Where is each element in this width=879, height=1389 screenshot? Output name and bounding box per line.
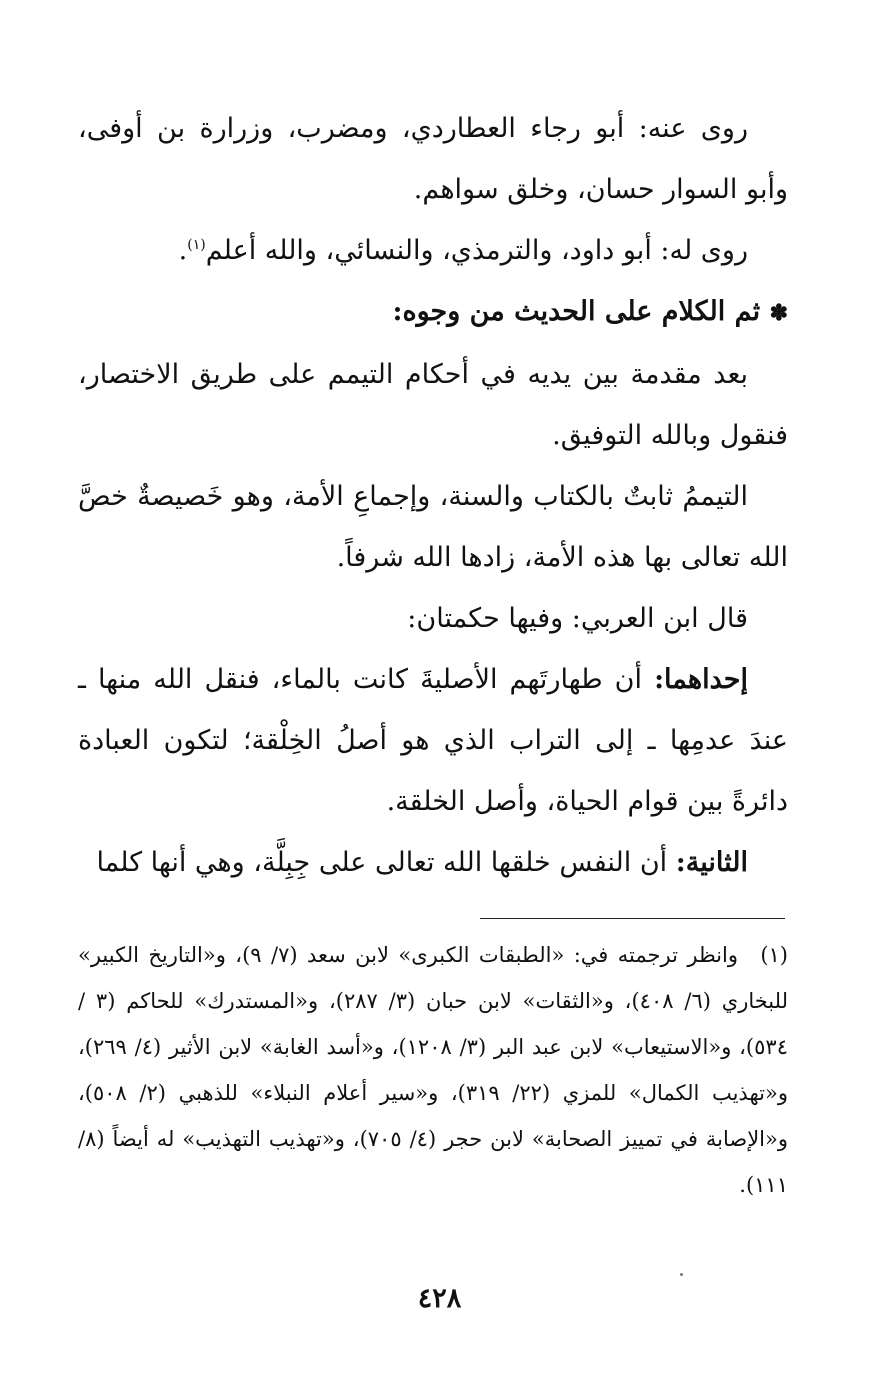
first-wisdom-label: إحداهما: — [654, 664, 748, 695]
footnote-text: وانظر ترجمته في: «الطبقات الكبرى» لابن سعد (٧/ ٩)، و«التاريخ الكبير» للبخاري (٦/ ٤٠٨)، و«الثقات» لابن حبان (٣/ ٢٨٧)، و«المستدرك» للحاكم (٣ / ٥٣٤)، و«الاستيعاب» لابن عبد البر (٣/ ١٢٠٨)، و«أسد الغابة» لابن الأثير (٤/ ٢٦٩)، و«تهذيب الكمال» للمزي (٢٢/ ٣١٩)، و«سير أعلام النبلاء» للذهبي (٢/ ٥٠٨)، و«الإصابة في تمييز الصحابة» لابن حجر (٤/ ٧٠٥)، و«تهذيب التهذيب» له أيضاً (٨/ ١١١). — [78, 943, 788, 1197]
footnote-number: (١) — [760, 943, 788, 967]
paragraph-narrators: روى عنه: أبو رجاء العطاردي، ومضرب، وزرارة بن أوفى، وأبو السوار حسان، وخلق سواهم. — [78, 113, 788, 205]
paragraph-tayammum: التيممُ ثابتٌ بالكتاب والسنة، وإجماعِ الأمة، وهو خَصيصةٌ خصَّ الله تعالى بها هذه الأمة، زادها الله شرفاً. — [78, 481, 788, 573]
star-bullet-icon: ✽ — [769, 300, 788, 326]
paragraph-end-dot: . — [178, 235, 188, 266]
footnote-divider — [480, 918, 785, 919]
section-heading — [78, 281, 788, 344]
print-speck — [680, 1273, 683, 1276]
paragraph-narrated-by-text: روى له: أبو داود، والترمذي، والنسائي، والله أعلم — [205, 235, 748, 266]
paragraph-ibn-arabi: قال ابن العربي: وفيها حكمتان: — [407, 603, 748, 634]
section-heading-text: ثم الكلام على الحديث من وجوه: — [392, 296, 761, 327]
footnotes — [78, 932, 788, 1208]
footnote-reference[interactable]: (١) — [187, 237, 206, 253]
second-wisdom-text: أن النفس خلقها الله تعالى على جِبِلَّة، وهي أنها كلما — [96, 847, 668, 878]
paragraph-intro: بعد مقدمة بين يديه في أحكام التيمم على طريق الاختصار، فنقول وبالله التوفيق. — [78, 359, 788, 451]
footnote-item — [78, 932, 788, 1208]
paragraph-first-wisdom — [78, 649, 788, 832]
paragraph-second-wisdom — [78, 832, 788, 893]
first-wisdom-text: أن طهارتَهم الأصليةَ كانت بالماء، فنقل الله منها ـ عندَ عدمِها ـ إلى التراب الذي هو أصلُ الخِلْقة؛ لتكون العبادة دائرةً بين قوام الحياة، وأصل الخلقة. — [78, 664, 788, 817]
main-text — [78, 98, 788, 893]
page-number: ٤٢٨ — [417, 1283, 462, 1314]
paragraph-narrated-by — [78, 220, 788, 281]
second-wisdom-label: الثانية: — [675, 847, 748, 878]
